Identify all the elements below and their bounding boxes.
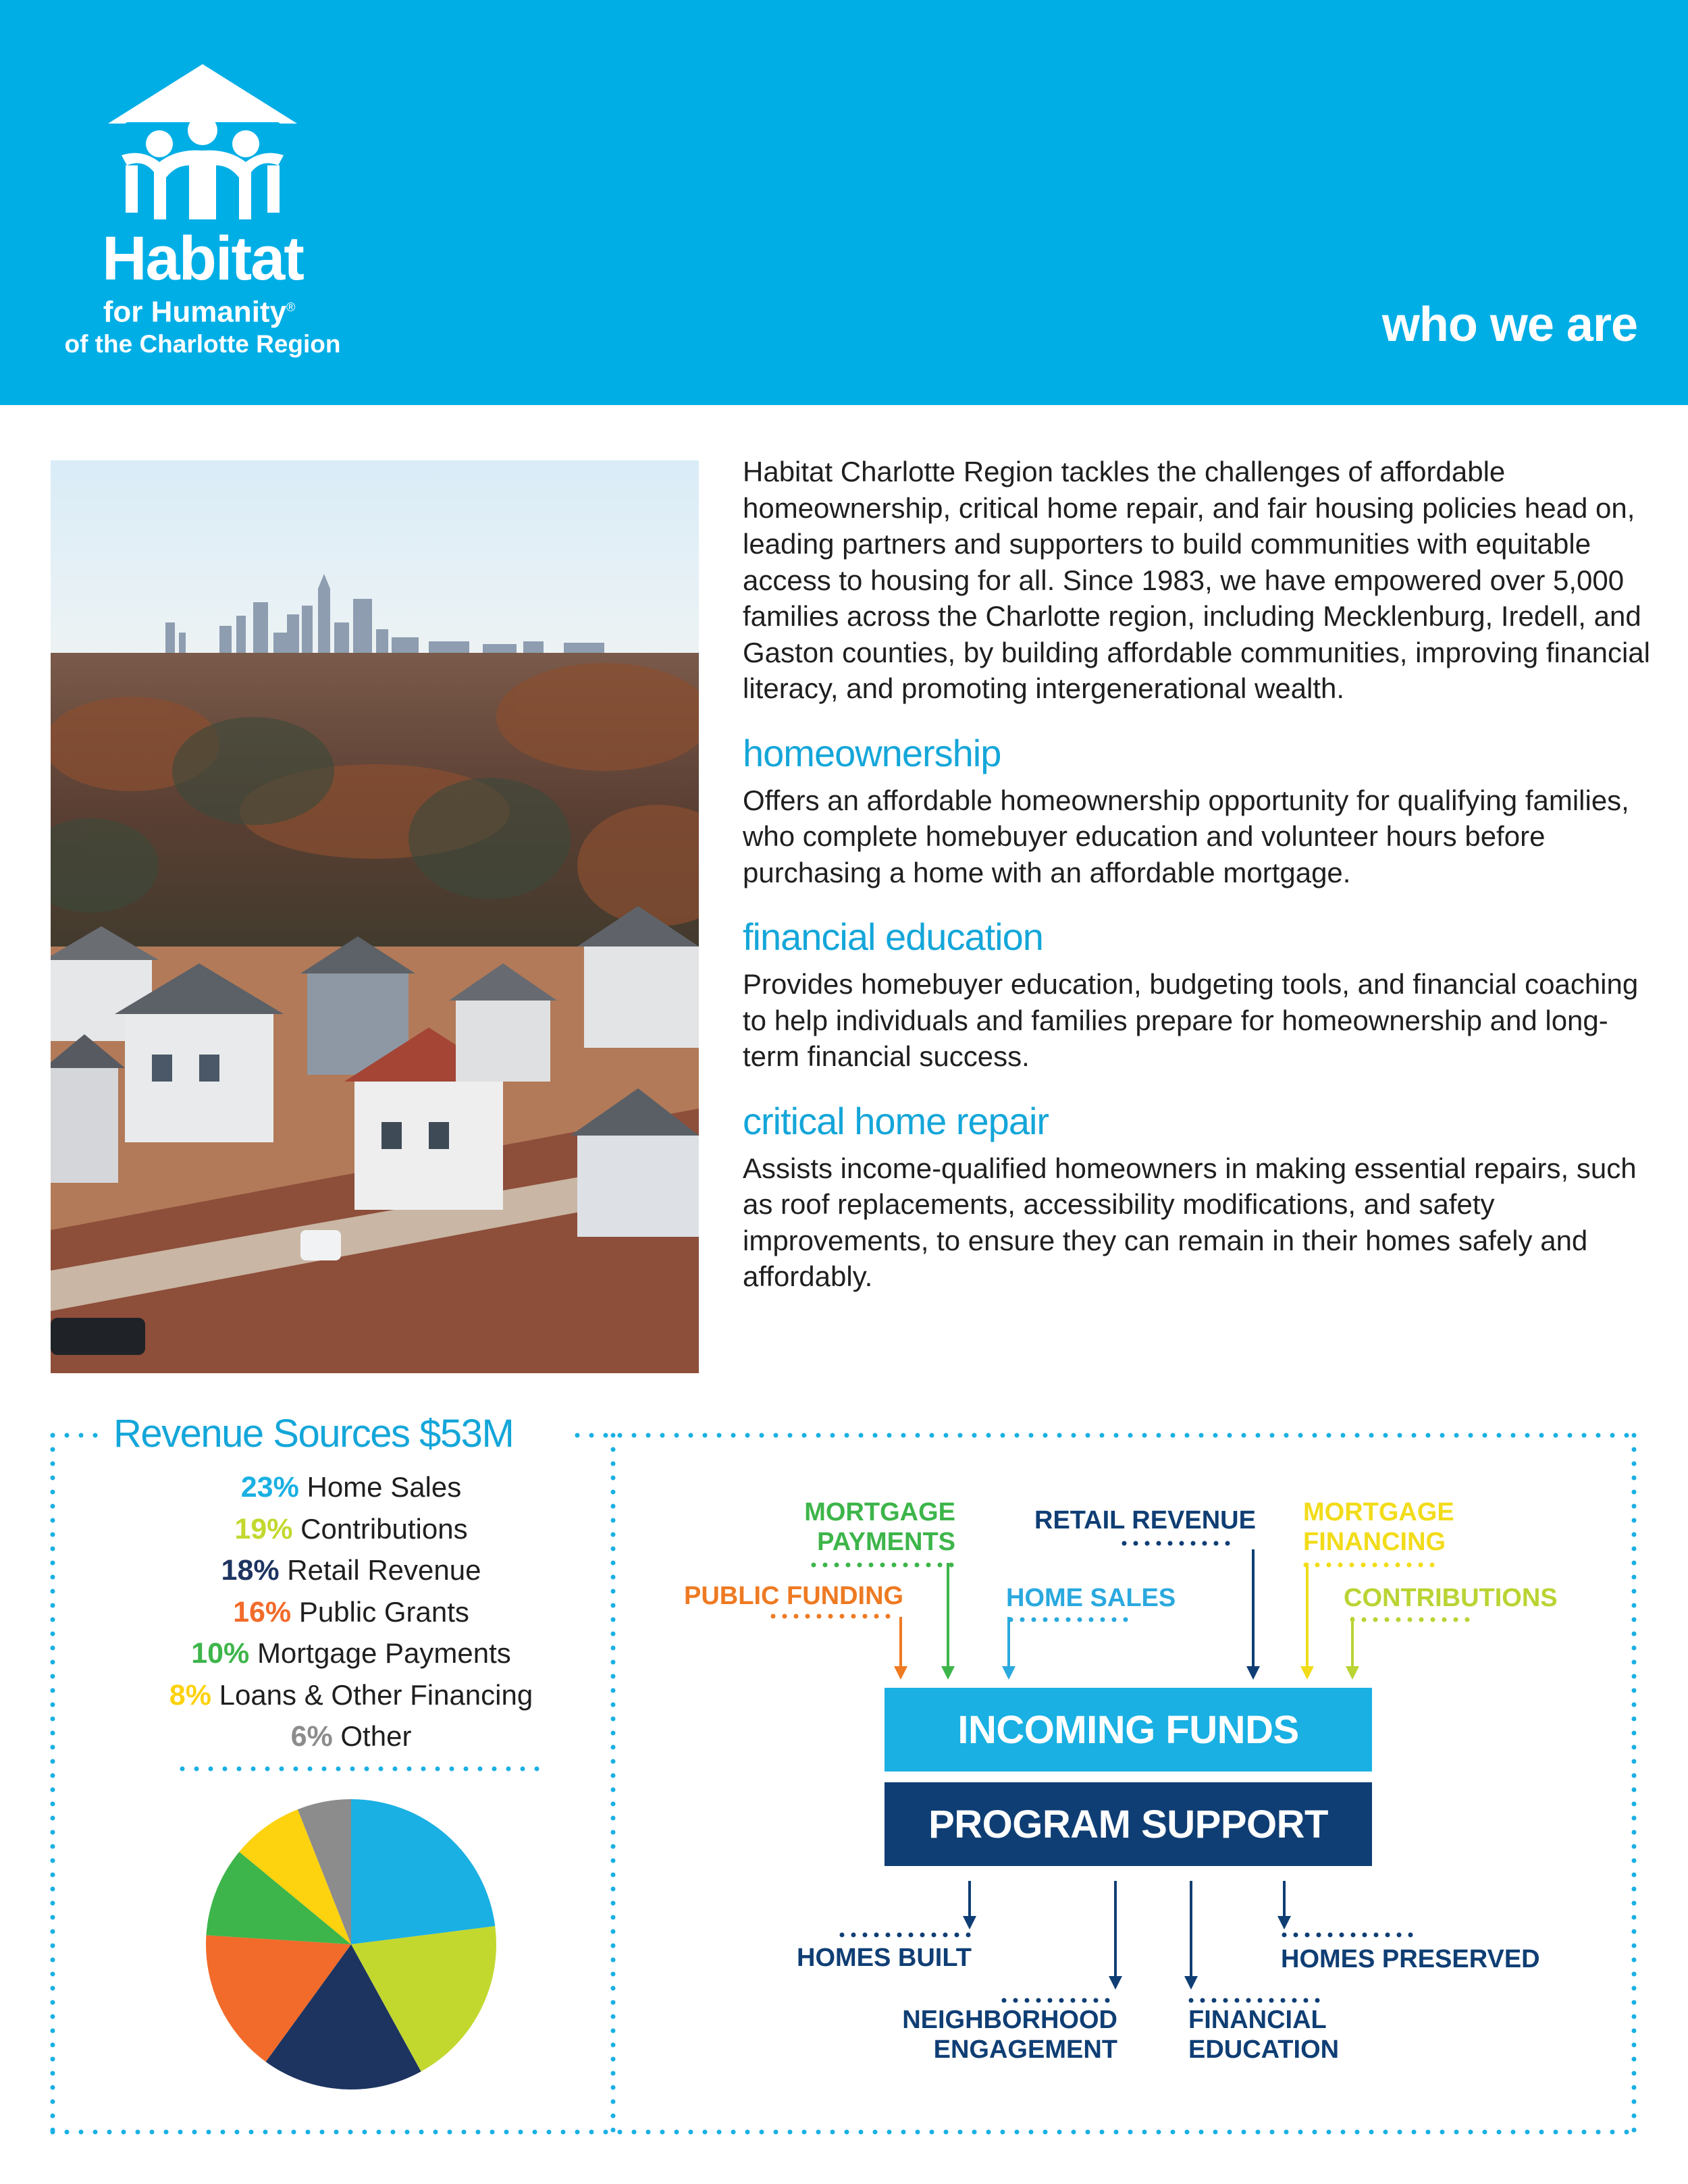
legend-contributions (81, 1508, 621, 1550)
input-mortgage-financing: MORTGAGE FINANCING (1303, 1498, 1454, 1556)
logo-line-habitat: Habitat (102, 224, 303, 293)
legend-pct: 10% (191, 1637, 250, 1670)
incoming-funds-box: INCOMING FUNDS (885, 1688, 1372, 1772)
input-home-sales: HOME SALES (1006, 1584, 1176, 1612)
legend-pct: 19% (234, 1512, 293, 1545)
legend-pct: 16% (233, 1595, 292, 1628)
registered-mark: ® (286, 300, 296, 314)
legend-label: Loans & Other Financing (219, 1678, 533, 1711)
output-neighborhood-engagement: NEIGHBORHOOD ENGAGEMENT (902, 2006, 1117, 2064)
output-homes-preserved: HOMES PRESERVED (1281, 1945, 1540, 1973)
legend-loans-other-financing (81, 1674, 621, 1716)
program-support-box: PROGRAM SUPPORT (885, 1782, 1372, 1866)
legend-label: Mortgage Payments (257, 1637, 511, 1669)
legend-mortgage-payments (81, 1632, 621, 1674)
section-heading-critical-home-repair: critical home repair (743, 1099, 1049, 1142)
output-financial-education: FINANCIAL EDUCATION (1188, 2006, 1340, 2064)
input-contributions: CONTRIBUTIONS (1344, 1584, 1558, 1612)
input-public-funding: PUBLIC FUNDING (684, 1582, 904, 1610)
section-body-financial-education: Provides homebuyer education, budgeting tools, and financial coaching to help individuals and families prepare for homeownership and long-term financial success. (743, 968, 1639, 1072)
legend-pct: 23% (240, 1471, 299, 1503)
section-body-homeownership: Offers an affordable homeownership opportunity for qualifying families, who complete homebuyer education and volunteer hours before purchasing a home with an affordable mortgage. (743, 784, 1629, 888)
output-homes-built: HOMES BUILT (797, 1944, 972, 1972)
section-heading-homeownership: homeownership (743, 731, 1001, 774)
logo-for-humanity-text: for Humanity (103, 295, 287, 329)
input-mortgage-payments: MORTGAGE PAYMENTS (804, 1498, 955, 1556)
legend-pct: 18% (221, 1554, 280, 1587)
section-heading-financial-education: financial education (743, 915, 1043, 958)
legend-label: Public Grants (298, 1595, 469, 1628)
legend-label: Other (340, 1720, 412, 1752)
legend-label: Retail Revenue (287, 1554, 481, 1586)
legend-public-grants (81, 1591, 621, 1633)
legend-other (81, 1715, 621, 1757)
intro-paragraph: Habitat Charlotte Region tackles the challenges of affordable homeownership, critical home repair, and fair housing policies head on, leading partners and supporters to build communities with equitable access to housing for all. Since 1983, we have empowered over 5,000 families across the Charlotte region, including Mecklenburg, Iredell, and Gaston counties, by building affordable communities, improving financial literacy, and promoting intergenerational wealth. (743, 456, 1650, 704)
revenue-title: Revenue Sources $53M (113, 1412, 514, 1456)
revenue-legend (81, 1466, 621, 1757)
section-body-critical-home-repair: Assists income-qualified homeowners in making essential repairs, such as roof replacements, accessibility modifications, and safety improvements, to ensure they can remain in their homes safely and affordably. (743, 1152, 1637, 1292)
legend-pct: 8% (169, 1678, 211, 1711)
pie-slice-home-sales (351, 1799, 495, 1944)
revenue-pie-chart (196, 1789, 506, 2100)
page-tagline: who we are (1381, 298, 1637, 352)
legend-label: Home Sales (307, 1471, 462, 1503)
logo-line-region: of the Charlotte Region (64, 329, 341, 358)
legend-home-sales (81, 1466, 621, 1508)
legend-retail-revenue (81, 1549, 621, 1591)
legend-label: Contributions (300, 1512, 468, 1545)
legend-pct: 6% (290, 1720, 333, 1753)
input-retail-revenue: RETAIL REVENUE (1034, 1506, 1256, 1535)
